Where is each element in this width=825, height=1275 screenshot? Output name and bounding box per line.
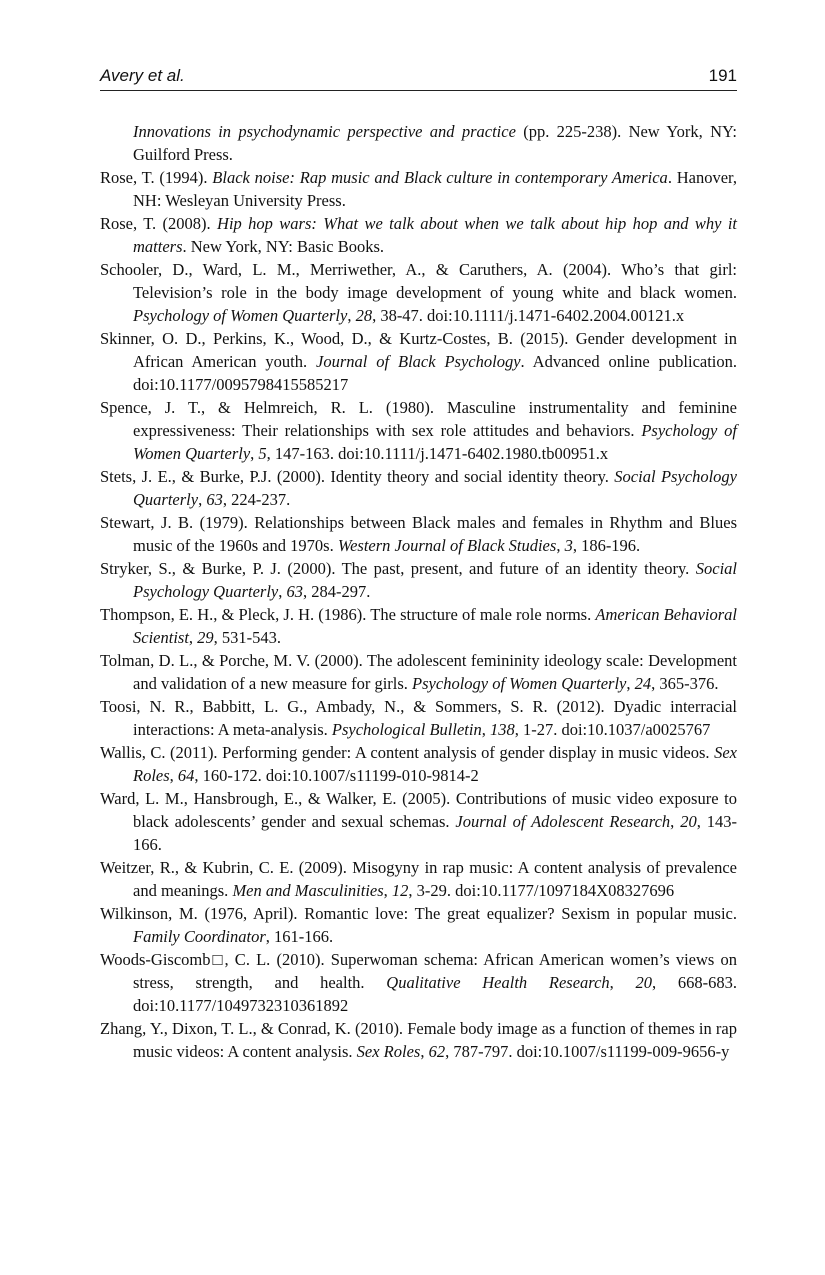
reference-text: , 1-27. doi:10.1037/a0025767 [514,720,711,739]
reference-italic-text: Qualitative Health Research [386,973,610,992]
page-number: 191 [708,66,737,85]
reference-entry [100,603,737,649]
reference-entry [100,856,737,902]
reference-italic-text: Family Coordinator [133,927,266,946]
reference-text: , 160-172. doi:10.1007/s11199-010-9814-2 [194,766,479,785]
reference-text: Spence, J. T., & Helmreich, R. L. (1980). Masculine instrumentality and feminine expressiveness: Their relationships with sex role attitudes and behaviors. [100,398,737,440]
reference-text: Weitzer, R., & Kubrin, C. E. (2009). Misogyny in rap music: A content analysis of prevalence and meanings. [100,858,737,900]
reference-text: Woods-Giscomb□, C. L. (2010). Superwoman schema: African American women’s views on stress, strength, and health. [100,950,737,992]
reference-text: Tolman, D. L., & Porche, M. V. (2000). The adolescent femininity ideology scale: Development and validation of a new measure for girls. [100,651,737,693]
reference-italic-text: 3 [564,536,573,555]
reference-italic-text: 24 [634,674,652,693]
reference-text: , [347,306,356,325]
reference-text: , 38-47. doi:10.1111/j.1471-6402.2004.00121.x [372,306,685,325]
reference-entry [100,212,737,258]
reference-text: . New York, NY: Basic Books. [182,237,385,256]
reference-text: , 161-166. [265,927,334,946]
reference-italic-text: American Behavioral Scientist [133,605,737,647]
reference-text: , [481,720,490,739]
reference-text: , [626,674,635,693]
reference-list [100,120,737,1063]
reference-text: , [556,536,565,555]
reference-text: , 147-163. doi:10.1111/j.1471-6402.1980.tb00951.x [266,444,609,463]
reference-entry [100,741,737,787]
reference-italic-text: Social Psychology Quarterly [133,467,738,509]
reference-entry [100,465,737,511]
reference-italic-text: 138 [489,720,515,739]
reference-text: , 3-29. doi:10.1177/1097184X08327696 [408,881,675,900]
reference-entry [100,258,737,327]
reference-text: Thompson, E. H., & Pleck, J. H. (1986). The structure of male role norms. [100,605,596,624]
reference-text: (pp. 225-238). New York, NY: Guilford Press. [133,122,737,164]
reference-text: , [383,881,392,900]
reference-italic-text: Journal of Adolescent Research [455,812,671,831]
reference-text: Schooler, D., Ward, L. M., Merriwether, A., & Caruthers, A. (2004). Who’s that girl: Television’s role in the body image development of young white and black women. [100,260,737,302]
running-head-authors: Avery et al. [100,66,185,85]
reference-text: Rose, T. (2008). [100,214,218,233]
reference-entry [100,902,737,948]
reference-text: Stewart, J. B. (1979). Relationships between Black males and females in Rhythm and Blues music of the 1960s and 1970s. [100,513,737,555]
reference-text: . Hanover, NH: Wesleyan University Press. [133,168,738,210]
reference-italic-text: Sex Roles [133,743,737,785]
reference-text: Stryker, S., & Burke, P. J. (2000). The past, present, and future of an identity theory. [100,559,696,578]
reference-italic-text: Psychology of Women Quarterly [412,674,627,693]
reference-italic-text: Journal of Black Psychology [316,352,521,371]
reference-text: , 224-237. [222,490,291,509]
reference-text: Rose, T. (1994). [100,168,213,187]
reference-italic-text: 63 [286,582,304,601]
reference-text: , 668-683. doi:10.1177/1049732310361892 [133,973,738,1015]
reference-text: Skinner, O. D., Perkins, K., Wood, D., & Kurtz-Costes, B. (2015). Gender development in African American youth. [100,329,737,371]
reference-text: , 365-376. [651,674,719,693]
reference-text: , [169,766,178,785]
reference-entry [100,948,737,1017]
reference-continuation [100,120,737,166]
reference-italic-text: 5 [258,444,267,463]
reference-italic-text: Psychology of Women Quarterly [133,421,737,463]
reference-entry [100,695,737,741]
reference-text: , [188,628,198,647]
reference-text: , 186-196. [572,536,641,555]
reference-text: Wallis, C. (2011). Performing gender: A content analysis of gender display in music videos. [100,743,715,762]
reference-italic-text: Innovations in psychodynamic perspective and practice [133,122,516,141]
reference-text: , 143-166. [133,812,737,854]
reference-entry [100,649,737,695]
reference-text: , 284-297. [303,582,371,601]
reference-italic-text: 20 [635,973,653,992]
reference-text: , 531-543. [213,628,282,647]
reference-text: Ward, L. M., Hansbrough, E., & Walker, E. (2005). Contributions of music video exposure to black adolescents’ gender and sexual schemas. [100,789,737,831]
reference-italic-text: 28 [355,306,373,325]
reference-italic-text: Men and Masculinities [232,881,384,900]
reference-italic-text: 63 [206,490,223,509]
reference-text: , 787-797. doi:10.1007/s11199-009-9656-y [445,1042,730,1061]
reference-italic-text: Sex Roles [356,1042,421,1061]
reference-text: , [420,1042,429,1061]
reference-italic-text: Western Journal of Black Studies [337,536,557,555]
reference-text: , [609,973,636,992]
reference-italic-text: Hip hop wars: What we talk about when we talk about hip hop and why it matters [133,214,737,256]
reference-text: Toosi, N. R., Babbitt, L. G., Ambady, N., & Sommers, S. R. (2012). Dyadic interracial interactions: A meta-analysis. [100,697,737,739]
reference-text: . Advanced online publication. doi:10.1177/0095798415585217 [133,352,738,394]
reference-entry [100,166,737,212]
reference-text: , [198,490,207,509]
reference-italic-text: 64 [177,766,195,785]
reference-italic-text: 12 [391,881,409,900]
reference-text: Wilkinson, M. (1976, April). Romantic love: The great equalizer? Sexism in popular music. [100,904,737,923]
reference-entry [100,1017,737,1063]
running-header [100,62,737,91]
reference-entry [100,511,737,557]
reference-text: , [278,582,287,601]
reference-italic-text: 62 [428,1042,446,1061]
reference-italic-text: 20 [680,812,697,831]
reference-italic-text: Psychology of Women Quarterly [133,306,348,325]
reference-text: Stets, J. E., & Burke, P.J. (2000). Identity theory and social identity theory. [100,467,615,486]
reference-italic-text: Psychological Bulletin [331,720,482,739]
reference-entry [100,327,737,396]
reference-italic-text: Black noise: Rap music and Black culture in contemporary America [212,168,668,187]
reference-entry [100,787,737,856]
reference-text: , [670,812,681,831]
reference-entry [100,396,737,465]
reference-text: Zhang, Y., Dixon, T. L., & Conrad, K. (2010). Female body image as a function of themes in rap music videos: A content analysis. [100,1019,737,1061]
reference-entry [100,557,737,603]
reference-italic-text: Social Psychology Quarterly [133,559,737,601]
reference-italic-text: 29 [197,628,214,647]
reference-text: , [250,444,259,463]
